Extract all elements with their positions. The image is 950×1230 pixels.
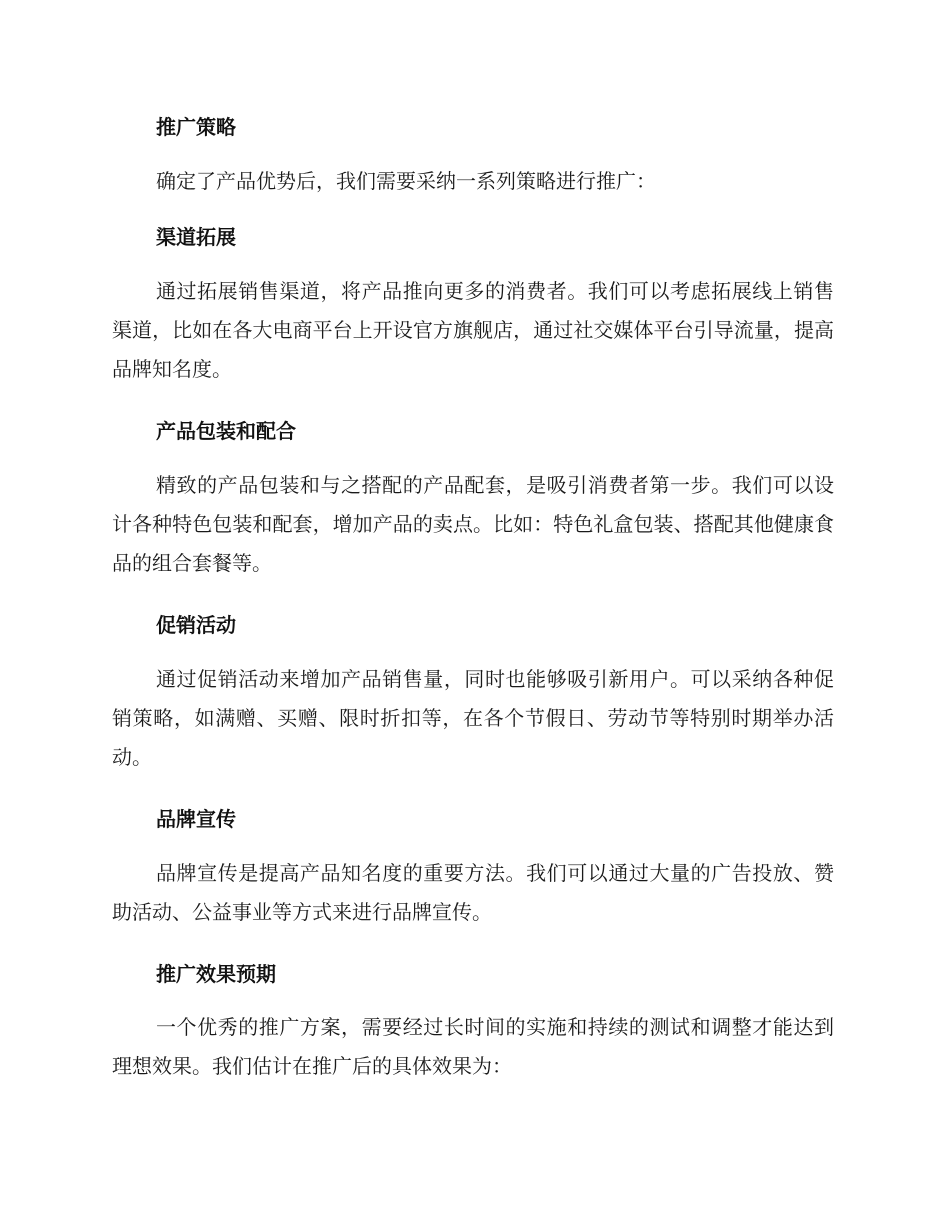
section-text-expected-results: 一个优秀的推广方案，需要经过长时间的实施和持续的测试和调整才能达到理想效果。我们估计在推广后的具体效果为：	[112, 1015, 834, 1078]
section-heading-expected-results: 推广效果预期	[156, 962, 276, 986]
section-heading-promotions: 促销活动	[156, 613, 236, 637]
section-heading-promotion-strategy: 推广策略	[156, 115, 236, 139]
section-text-channel-expansion: 通过拓展销售渠道，将产品推向更多的消费者。我们可以考虑拓展线上销售渠道，比如在各大电商平台上开设官方旗舰店，通过社交媒体平台引导流量，提高品牌知名度。	[112, 279, 834, 381]
section-heading-channel-expansion: 渠道拓展	[156, 225, 236, 249]
section-heading-brand-publicity: 品牌宣传	[156, 807, 236, 831]
section-heading-packaging: 产品包装和配合	[156, 419, 296, 443]
section-text-packaging: 精致的产品包装和与之搭配的产品配套，是吸引消费者第一步。我们可以设计各种特色包装和配套，增加产品的卖点。比如：特色礼盒包装、搭配其他健康食品的组合套餐等。	[112, 473, 834, 575]
section-text-brand-publicity: 品牌宣传是提高产品知名度的重要方法。我们可以通过大量的广告投放、赞助活动、公益事业等方式来进行品牌宣传。	[112, 861, 834, 924]
section-text-promotion-strategy: 确定了产品优势后，我们需要采纳一系列策略进行推广：	[156, 169, 656, 193]
section-text-promotions: 通过促销活动来增加产品销售量，同时也能够吸引新用户。可以采纳各种促销策略，如满赠、买赠、限时折扣等，在各个节假日、劳动节等特别时期举办活动。	[112, 667, 834, 769]
